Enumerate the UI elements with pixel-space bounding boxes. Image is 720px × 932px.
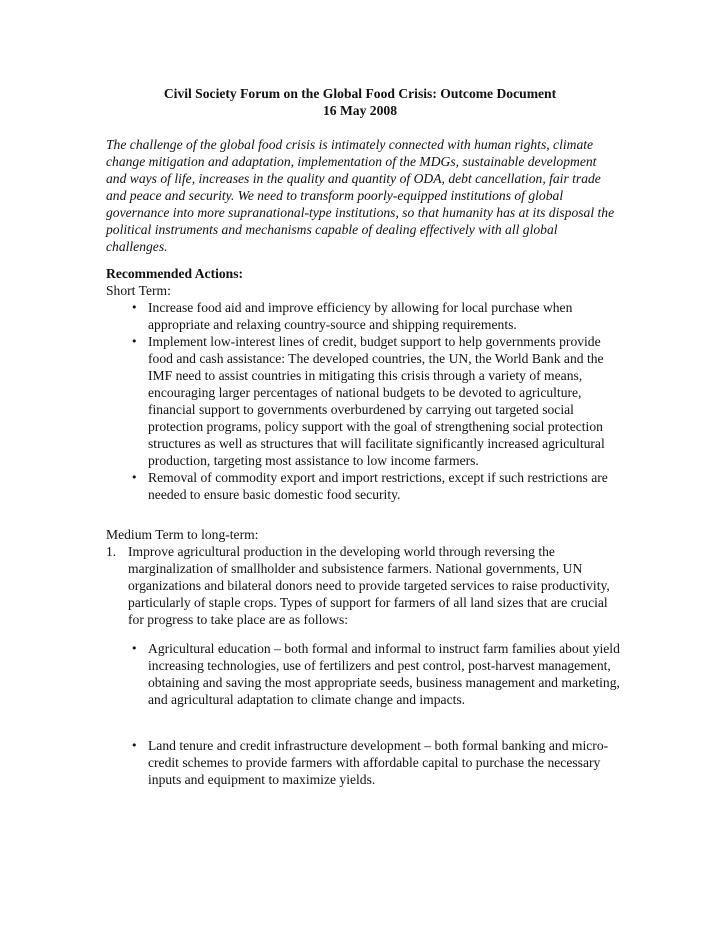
intro-paragraph: The challenge of the global food crisis is intimately connected with human rights, climate change mitigation and adaptation, implementation of the MDGs, sustainable development and ways of life, increases in the quality and quantity of ODA, debt cancellation, fair trade and peace and security. We need to transform poorly-equipped institutions of global governance into more supranational-type institutions, so that humanity has at its disposal the political instruments and mechanisms capable of dealing effectively with all global challenges. [106, 137, 615, 254]
recommended-actions-heading: Recommended Actions: [106, 266, 244, 281]
list-item [106, 640, 620, 708]
list-item [106, 333, 620, 469]
list-item [106, 737, 620, 788]
bullet-icon: • [131, 739, 138, 752]
list-item-text: Increase food aid and improve efficiency by allowing for local purchase when appropriate and relaxing country-source and shipping requirements. [148, 300, 573, 332]
support-types-list-1 [106, 640, 620, 708]
list-item-text: Improve agricultural production in the developing world through reversing the marginalization of smallholder and subsistence farmers. National governments, UN organizations and bilateral donors need to provide targeted services to raise productivity, particularly of staple crops. Types of support for farmers of all land sizes that are crucial for progress to take place are as follows: [128, 544, 610, 627]
medium-term-list [106, 543, 620, 628]
bullet-icon: • [131, 335, 138, 348]
short-term-list [106, 299, 620, 503]
list-item-text: Removal of commodity export and import restrictions, except if such restrictions are needed to ensure basic domestic food security. [148, 470, 608, 502]
medium-term-label: Medium Term to long-term: [106, 527, 259, 542]
short-term-label: Short Term: [106, 283, 171, 298]
bullet-icon: • [131, 301, 138, 314]
bullet-icon: • [131, 471, 138, 484]
list-item [106, 543, 620, 628]
title-line-1: Civil Society Forum on the Global Food Crisis: Outcome Document [163, 86, 557, 101]
recommended-actions-section [106, 265, 620, 503]
document-title [0, 85, 720, 119]
list-item-text: Agricultural education – both formal and informal to instruct farm families about yield increasing technologies, use of fertilizers and pest control, post-harvest management, obtaining and saving the most appropriate seeds, business management and marketing, and agricultural adaptation to climate change and impacts. [148, 641, 620, 707]
list-item [106, 469, 620, 503]
bullet-icon: • [131, 642, 138, 655]
list-item-text: Implement low-interest lines of credit, budget support to help governments provide food and cash assistance: The developed countries, the UN, the World Bank and the IMF need to assist countries in mitigating this crisis through a variety of means, encouraging larger percentages of national budgets to be devoted to agriculture, financial support to governments overburdened by carrying out targeted social protection programs, policy support with the goal of strengthening social protection structures as well as structures that will facilitate significantly increased agricultural production, targeting most assistance to low income farmers. [148, 334, 605, 468]
medium-term-section [106, 526, 620, 628]
title-date: 16 May 2008 [322, 103, 397, 118]
list-item [106, 299, 620, 333]
support-types-list-2 [106, 737, 620, 788]
list-item-text: Land tenure and credit infrastructure development – both formal banking and micro-credit schemes to provide farmers with affordable capital to purchase the necessary inputs and equipment to maximize yields. [148, 738, 609, 787]
list-item-number: 1. [106, 544, 117, 559]
